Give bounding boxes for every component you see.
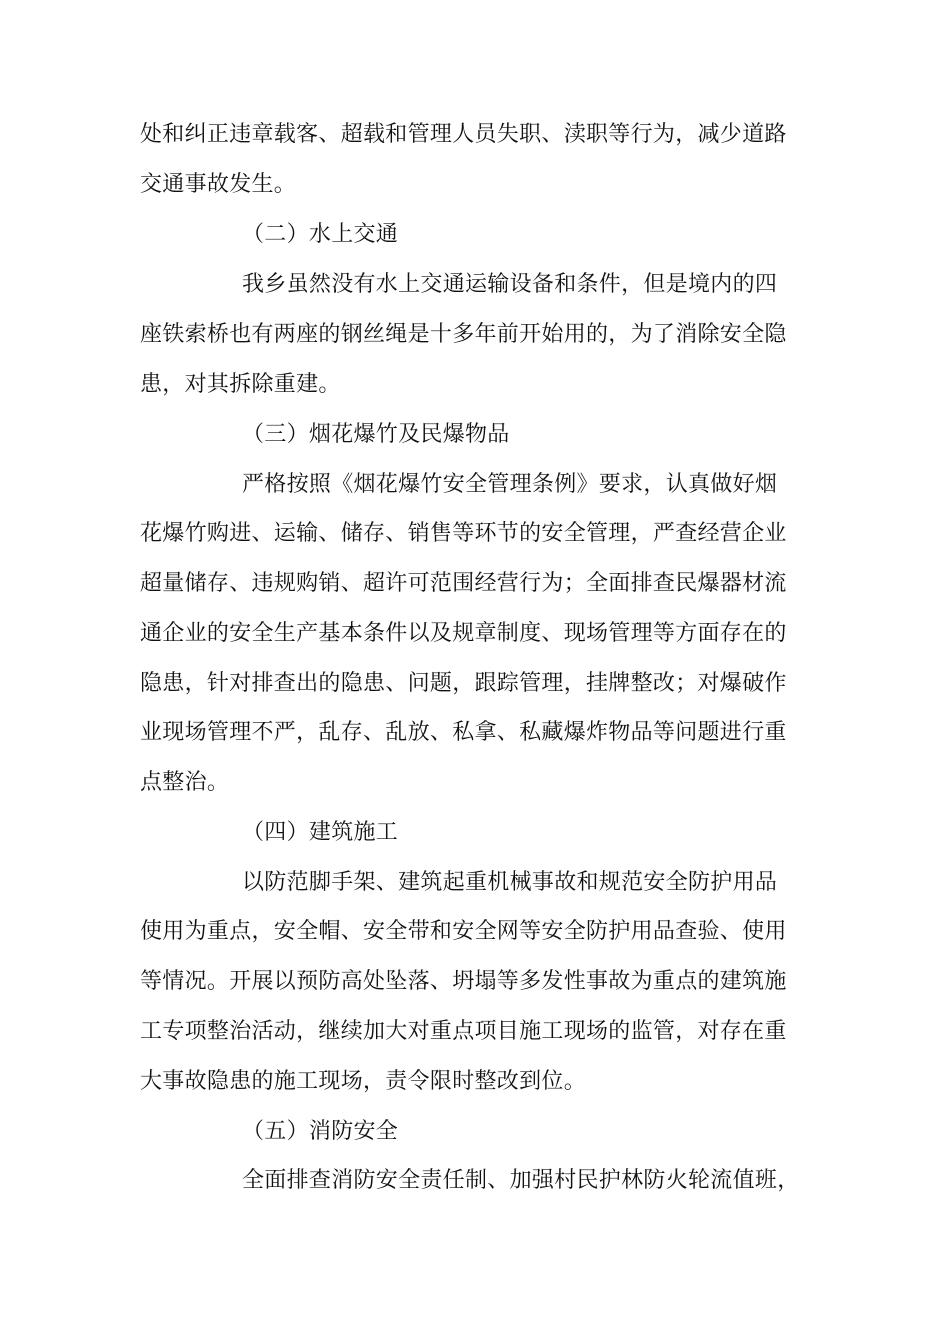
body-text-line: 等情况。开展以预防高处坠落、坍塌等多发性事故为重点的建筑施 — [140, 969, 787, 994]
body-text-line: 交通事故发生。 — [140, 172, 297, 197]
body-text-line: 座铁索桥也有两座的钢丝绳是十多年前开始用的，为了消除安全隐 — [140, 322, 787, 347]
body-text-line: 全面排查消防安全责任制、加强村民护林防火轮流值班， — [242, 1168, 800, 1193]
body-text-line: 大事故隐患的施工现场，责令限时整改到位。 — [140, 1069, 587, 1094]
body-text-line: 工专项整治活动，继续加大对重点项目施工现场的监管，对存在重 — [140, 1019, 787, 1044]
body-text-line: 隐患，针对排查出的隐患、问题，跟踪管理，挂牌整改；对爆破作 — [140, 671, 787, 696]
body-text-line: 业现场管理不严，乱存、乱放、私拿、私藏爆炸物品等问题进行重 — [140, 720, 787, 745]
body-text-line: 花爆竹购进、运输、储存、销售等环节的安全管理，严查经营企业 — [140, 521, 787, 546]
body-text-line: 严格按照《烟花爆竹安全管理条例》要求，认真做好烟 — [242, 472, 778, 497]
section-heading-fire-safety: （五）消防安全 — [242, 1119, 399, 1144]
body-text-line: 以防范脚手架、建筑起重机械事故和规范安全防护用品 — [242, 870, 778, 895]
section-heading-water-traffic: （二）水上交通 — [242, 222, 399, 247]
body-text-line: 我乡虽然没有水上交通运输设备和条件，但是境内的四 — [242, 272, 778, 297]
section-heading-construction: （四）建筑施工 — [242, 820, 399, 845]
body-text-line: 点整治。 — [140, 770, 230, 795]
body-text-line: 使用为重点，安全帽、安全带和安全网等安全防护用品查验、使用 — [140, 919, 787, 944]
body-text-line: 处和纠正违章载客、超载和管理人员失职、渎职等行为，减少道路 — [140, 122, 787, 147]
body-text-line: 通企业的安全生产基本条件以及规章制度、现场管理等方面存在的 — [140, 621, 787, 646]
body-text-line: 患，对其拆除重建。 — [140, 372, 341, 397]
body-text-line: 超量储存、违规购销、超许可范围经营行为；全面排查民爆器材流 — [140, 571, 787, 596]
section-heading-fireworks: （三）烟花爆竹及民爆物品 — [242, 422, 510, 447]
